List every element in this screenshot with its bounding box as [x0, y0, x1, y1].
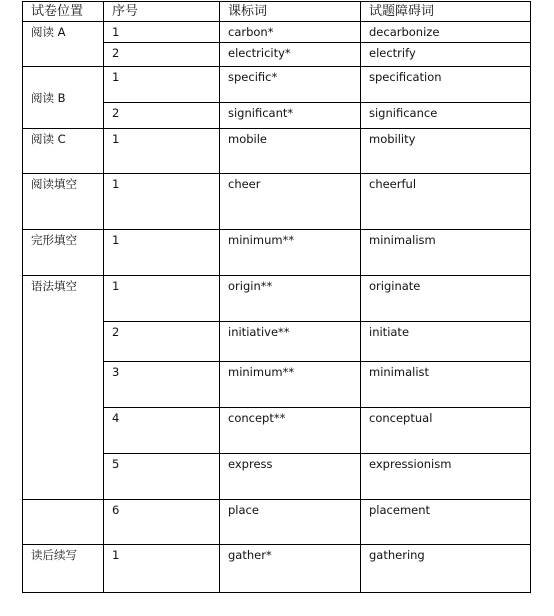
header-number: 序号 [104, 2, 220, 22]
curriculum-word-cell: cheer [220, 174, 361, 230]
barrier-word-cell: specification [361, 67, 531, 103]
number-cell: 1 [104, 545, 220, 593]
position-cell: 阅读 A [23, 22, 104, 67]
number-cell: 1 [104, 230, 220, 276]
position-cell [23, 500, 104, 545]
curriculum-word-cell: place [220, 500, 361, 545]
position-cell: 阅读 B [23, 67, 104, 129]
barrier-word-cell: mobility [361, 129, 531, 174]
number-cell: 2 [104, 103, 220, 129]
curriculum-word-cell: initiative** [220, 322, 361, 362]
header-barrier-word: 试题障碍词 [361, 2, 531, 22]
number-cell: 1 [104, 174, 220, 230]
table-row [23, 276, 531, 322]
barrier-word-cell: gathering [361, 545, 531, 593]
barrier-word-cell: placement [361, 500, 531, 545]
barrier-word-cell: significance [361, 103, 531, 129]
table-row [23, 67, 531, 103]
table-row [23, 22, 531, 43]
table-row [23, 129, 531, 174]
header-position: 试卷位置 [23, 2, 104, 22]
position-cell: 阅读 C [23, 129, 104, 174]
table-row [23, 174, 531, 230]
table-row [23, 545, 531, 593]
number-cell: 1 [104, 67, 220, 103]
curriculum-word-cell: origin** [220, 276, 361, 322]
curriculum-word-cell: carbon* [220, 22, 361, 43]
header-row [23, 2, 531, 22]
barrier-word-cell: electrify [361, 43, 531, 67]
table-row [23, 230, 531, 276]
barrier-word-cell: expressionism [361, 454, 531, 500]
curriculum-word-cell: significant* [220, 103, 361, 129]
barrier-word-cell: minimalist [361, 362, 531, 408]
number-cell: 2 [104, 43, 220, 67]
barrier-word-cell: initiate [361, 322, 531, 362]
curriculum-word-cell: mobile [220, 129, 361, 174]
position-cell: 完形填空 [23, 230, 104, 276]
curriculum-word-cell: express [220, 454, 361, 500]
header-curriculum-word: 课标词 [220, 2, 361, 22]
curriculum-word-cell: gather* [220, 545, 361, 593]
table-row [23, 500, 531, 545]
curriculum-word-cell: minimum** [220, 230, 361, 276]
number-cell: 3 [104, 362, 220, 408]
barrier-word-cell: originate [361, 276, 531, 322]
number-cell: 1 [104, 129, 220, 174]
position-cell: 读后续写 [23, 545, 104, 593]
number-cell: 6 [104, 500, 220, 545]
barrier-word-cell: minimalism [361, 230, 531, 276]
curriculum-word-cell: concept** [220, 408, 361, 454]
barrier-word-cell: decarbonize [361, 22, 531, 43]
barrier-word-cell: conceptual [361, 408, 531, 454]
number-cell: 4 [104, 408, 220, 454]
curriculum-word-cell: minimum** [220, 362, 361, 408]
number-cell: 1 [104, 276, 220, 322]
curriculum-word-cell: specific* [220, 67, 361, 103]
vocabulary-table [22, 1, 531, 593]
position-cell: 阅读填空 [23, 174, 104, 230]
number-cell: 1 [104, 22, 220, 43]
number-cell: 5 [104, 454, 220, 500]
curriculum-word-cell: electricity* [220, 43, 361, 67]
position-cell: 语法填空 [23, 276, 104, 500]
barrier-word-cell: cheerful [361, 174, 531, 230]
number-cell: 2 [104, 322, 220, 362]
